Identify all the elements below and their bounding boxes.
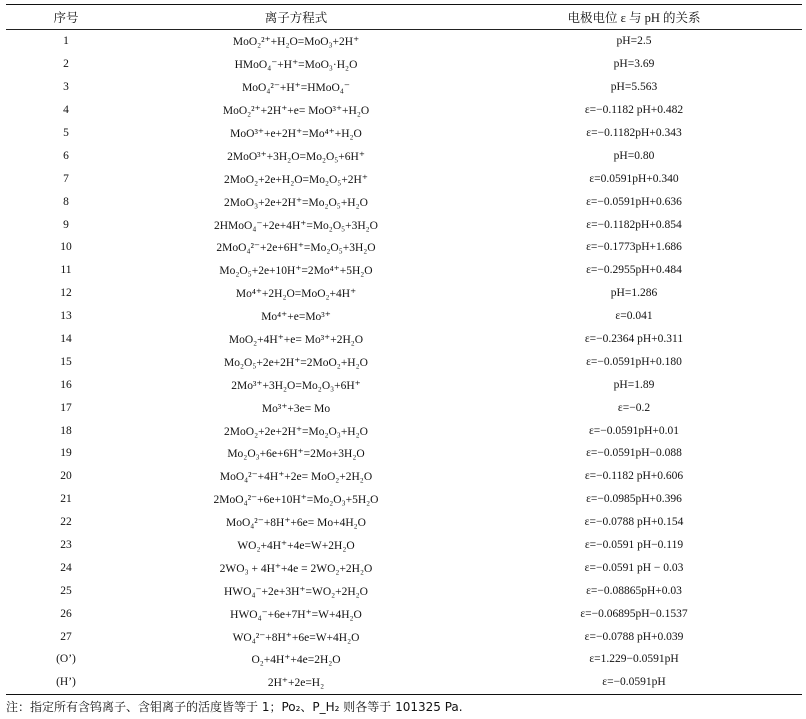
cell-equation: HWO₄⁻+6e+7H⁺=W+4H₂O bbox=[230, 608, 362, 621]
cell-relation: ε=−0.08865pH+0.03 bbox=[586, 584, 682, 597]
cell-relation: ε=−0.2364 pH+0.311 bbox=[584, 333, 684, 346]
equations-table bbox=[6, 4, 802, 695]
table-row bbox=[6, 648, 802, 671]
cell-number: 25 bbox=[60, 584, 72, 597]
cell-relation: pH=1.89 bbox=[613, 378, 655, 391]
cell-number: 17 bbox=[60, 401, 72, 414]
cell-number: 6 bbox=[63, 149, 69, 162]
cell-number: 12 bbox=[60, 287, 72, 300]
cell-equation: HMoO₄⁻+H⁺=MoO₃·H₂O bbox=[234, 59, 358, 72]
cell-number: 4 bbox=[63, 104, 69, 117]
cell-relation: ε=−0.0591pH+0.180 bbox=[586, 355, 682, 368]
table-row bbox=[6, 99, 802, 122]
cell-equation: 2MoO₃+2e+2H⁺=Mo₂O₅+H₂O bbox=[224, 196, 368, 209]
cell-relation: pH=3.69 bbox=[613, 58, 655, 71]
cell-equation: HWO₄⁻+2e+3H⁺=WO₂+2H₂O bbox=[223, 585, 368, 598]
cell-equation: Mo⁴⁺+2H₂O=MoO₂+4H⁺ bbox=[235, 288, 357, 301]
cell-equation: 2WO₃ + 4H⁺+4e = 2WO₂+2H₂O bbox=[219, 562, 373, 575]
header-row bbox=[6, 4, 802, 30]
table-row bbox=[6, 602, 802, 625]
table-row bbox=[6, 328, 802, 351]
table-row bbox=[6, 259, 802, 282]
cell-number: 7 bbox=[63, 172, 69, 185]
cell-relation: ε=−0.1182pH+0.854 bbox=[586, 218, 682, 231]
table-header bbox=[6, 4, 802, 30]
cell-relation: pH=1.286 bbox=[610, 287, 658, 300]
cell-number: 16 bbox=[60, 378, 72, 391]
cell-relation: ε=−0.2955pH+0.484 bbox=[586, 264, 682, 277]
cell-relation: ε=−0.0985pH+0.396 bbox=[586, 493, 682, 506]
cell-equation: Mo⁴⁺+e=Mo³⁺ bbox=[261, 311, 331, 324]
cell-relation: ε=−0.1182pH+0.343 bbox=[586, 127, 682, 139]
cell-equation: MoO₄²⁻+8H⁺+6e= Mo+4H₂O bbox=[226, 517, 366, 530]
table-row bbox=[6, 282, 802, 305]
cell-equation: 2H⁺+2e=H₂ bbox=[126, 671, 466, 694]
cell-number: 14 bbox=[60, 333, 72, 346]
cell-relation: ε=1.229−0.0591pH bbox=[589, 653, 679, 666]
cell-equation: Mo₂O₅+2e+10H⁺=2Mo⁴⁺+5H₂O bbox=[219, 265, 373, 278]
cell-equation: 2MoO₂+2e+2H⁺=Mo₂O₃+H₂O bbox=[224, 425, 368, 438]
cell-number: 9 bbox=[63, 218, 69, 231]
cell-relation: ε=0.041 bbox=[615, 310, 653, 323]
cell-number: 13 bbox=[60, 310, 72, 323]
table-row bbox=[6, 350, 802, 373]
table-row bbox=[6, 305, 802, 328]
cell-equation: Mo₂O₅+2e+2H⁺=2MoO₂+H₂O bbox=[224, 356, 368, 369]
cell-equation: WO₂+4H⁺+4e=W+2H₂O bbox=[237, 540, 355, 553]
table-row bbox=[6, 625, 802, 648]
cell-equation: 2HMoO₄⁻+2e+4H⁺=Mo₂O₅+3H₂O bbox=[213, 219, 378, 232]
cell-relation: ε=−0.0591pH+0.636 bbox=[586, 195, 682, 208]
cell-number: 24 bbox=[60, 561, 72, 574]
cell-equation: O₂+4H⁺+4e=2H₂O bbox=[251, 654, 341, 667]
table-row bbox=[6, 442, 802, 465]
table-row bbox=[6, 76, 802, 99]
cell-equation: 2MoO³⁺+3H₂O=Mo₂O₅+6H⁺ bbox=[227, 150, 365, 163]
table-row bbox=[6, 534, 802, 557]
header-col-relation: 电极电位 ε 与 pH 的关系 bbox=[466, 4, 802, 30]
cell-relation: ε=−0.2 bbox=[617, 401, 651, 414]
cell-number: 3 bbox=[63, 81, 69, 94]
cell-relation: pH=2.5 bbox=[616, 35, 652, 48]
cell-equation: Mo³⁺+3e= Mo bbox=[261, 402, 331, 415]
table-row bbox=[6, 53, 802, 76]
cell-number: (H’) bbox=[6, 671, 126, 694]
cell-number: 22 bbox=[60, 516, 72, 529]
cell-relation: ε=−0.0788 pH+0.039 bbox=[584, 630, 684, 643]
cell-relation: ε=−0.0591pH+0.01 bbox=[588, 424, 680, 437]
table-row bbox=[6, 144, 802, 167]
cell-equation: MoO³⁺+e+2H⁺=Mo⁴⁺+H₂O bbox=[230, 128, 362, 140]
cell-number: (O’) bbox=[56, 653, 76, 666]
cell-number: 11 bbox=[60, 264, 72, 277]
cell-relation: ε=−0.0591 pH−0.119 bbox=[584, 539, 684, 552]
cell-relation: ε=−0.1182 pH+0.482 bbox=[584, 104, 684, 117]
cell-number: 20 bbox=[60, 470, 72, 483]
cell-number: 5 bbox=[63, 127, 69, 139]
cell-equation: MoO₄²⁻+H⁺=HMoO₄⁻ bbox=[242, 82, 350, 95]
cell-relation: ε=−0.06895pH−0.1537 bbox=[580, 607, 688, 620]
table-row bbox=[6, 671, 802, 694]
cell-number: 8 bbox=[63, 195, 69, 208]
table-row bbox=[6, 167, 802, 190]
cell-relation: ε=−0.0591 pH − 0.03 bbox=[584, 561, 684, 574]
table-row bbox=[6, 373, 802, 396]
table-row bbox=[6, 488, 802, 511]
cell-relation: ε=0.0591pH+0.340 bbox=[589, 172, 679, 185]
cell-relation: ε=−0.0591pH−0.088 bbox=[586, 447, 682, 460]
cell-number: 27 bbox=[60, 630, 72, 643]
cell-equation: Mo₂O₃+6e+6H⁺=2Mo+3H₂O bbox=[227, 448, 365, 461]
table-row bbox=[6, 511, 802, 534]
cell-number: 19 bbox=[60, 447, 72, 460]
table-row bbox=[6, 419, 802, 442]
cell-equation: MoO₂²⁺+2H⁺+e= MoO³⁺+H₂O bbox=[222, 105, 370, 118]
cell-relation: ε=−0.1773pH+1.686 bbox=[586, 241, 682, 254]
cell-equation: MoO₂²⁺+H₂O=MoO₃+2H⁺ bbox=[232, 36, 360, 49]
table-row bbox=[6, 465, 802, 488]
cell-number: 26 bbox=[60, 607, 72, 620]
cell-number: 10 bbox=[60, 241, 72, 254]
cell-number: 2 bbox=[63, 58, 69, 71]
cell-relation: ε=−0.0788 pH+0.154 bbox=[584, 516, 684, 529]
cell-equation: WO₄²⁻+8H⁺+6e=W+4H₂O bbox=[232, 631, 360, 644]
table-row bbox=[6, 190, 802, 213]
table-row bbox=[6, 236, 802, 259]
cell-relation: pH=5.563 bbox=[610, 81, 658, 94]
cell-equation: MoO₄²⁻+4H⁺+2e= MoO₂+2H₂O bbox=[219, 471, 373, 484]
cell-relation: ε=−0.1182 pH+0.606 bbox=[584, 470, 684, 483]
table-footnote: 注：指定所有含钨离子、含钼离子的活度皆等于 1；Po₂、P_H₂ 则各等于 101325 Pa. bbox=[6, 700, 463, 714]
table-row bbox=[6, 556, 802, 579]
cell-equation: 2MoO₂+2e+H₂O=Mo₂O₅+2H⁺ bbox=[224, 173, 368, 186]
cell-number: 1 bbox=[63, 35, 69, 48]
table-body bbox=[6, 30, 802, 695]
cell-equation: 2MoO₄²⁻+6e+10H⁺=Mo₂O₃+5H₂O bbox=[213, 494, 379, 507]
header-col-no: 序号 bbox=[6, 4, 126, 30]
cell-equation: 2Mo³⁺+3H₂O=Mo₂O₃+6H⁺ bbox=[231, 379, 361, 392]
table-row bbox=[6, 122, 802, 145]
cell-number: 15 bbox=[60, 355, 72, 368]
cell-number: 23 bbox=[60, 539, 72, 552]
cell-relation: ε=−0.0591pH bbox=[466, 671, 802, 694]
cell-number: 21 bbox=[60, 493, 72, 506]
table-row bbox=[6, 579, 802, 602]
cell-relation: pH=0.80 bbox=[613, 149, 655, 162]
header-col-equation: 离子方程式 bbox=[126, 4, 466, 30]
cell-equation: 2MoO₄²⁻+2e+6H⁺=Mo₂O₅+3H₂O bbox=[216, 242, 376, 255]
cell-number: 18 bbox=[60, 424, 72, 437]
cell-equation: MoO₂+4H⁺+e= Mo³⁺+2H₂O bbox=[228, 334, 364, 347]
table-row bbox=[6, 30, 802, 53]
table-row bbox=[6, 213, 802, 236]
table-row bbox=[6, 396, 802, 419]
